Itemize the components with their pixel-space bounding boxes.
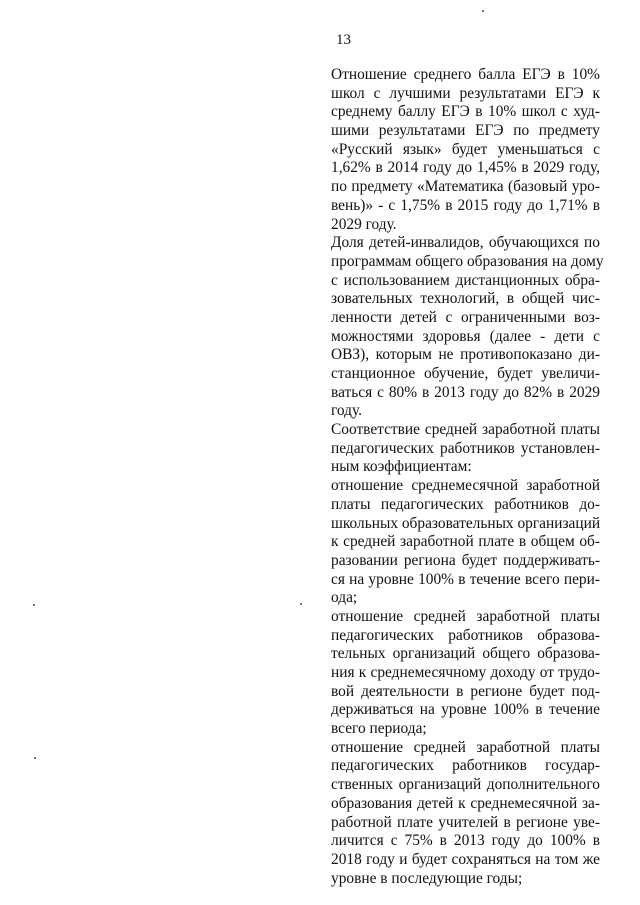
text-line: школьных образовательных организаций: [331, 514, 601, 532]
text-line: педагогических работников образова-: [331, 626, 600, 644]
text-line: ОВЗ), которым не противопоказано ди-: [331, 346, 600, 364]
text-line: среднему баллу ЕГЭ в 10% школ с худ-: [331, 103, 600, 121]
text-line: ся на уровне 100% в течение всего пери-: [331, 570, 600, 588]
text-line: педагогических работников установлен-: [331, 439, 600, 457]
text-line: уровне в последующие годы;: [331, 869, 523, 887]
text-line: отношение среднемесячной заработной: [331, 477, 600, 495]
text-line: всего периода;: [331, 720, 427, 738]
scan-speck: [33, 604, 35, 606]
text-line: ваться с 80% в 2013 году до 82% в 2029: [331, 383, 600, 401]
text-line: разовании региона будет поддерживать-: [331, 551, 600, 569]
text-line: 1,62% в 2014 году до 1,45% в 2029 году,: [331, 159, 600, 177]
text-line: программам общего образования на дому: [331, 252, 604, 270]
text-line: школ с лучшими результатами ЕГЭ к: [331, 84, 600, 102]
text-line: «Русский язык» будет уменьшаться с: [331, 140, 600, 158]
text-line: шими результатами ЕГЭ по предмету: [331, 122, 600, 140]
page-number: 13: [336, 32, 351, 48]
text-line: ния к среднемесячному доходу от трудо-: [331, 664, 600, 681]
text-line: году.: [331, 402, 363, 420]
text-line: с использованием дистанционных обра-: [331, 271, 600, 289]
text-line: 2029 году.: [331, 215, 397, 233]
text-line: ода;: [331, 589, 358, 607]
text-line: образования детей к среднемесячной за-: [331, 794, 600, 812]
text-line: Соответствие средней заработной платы: [331, 421, 600, 439]
text-line: по предмету «Математика (базовый уро-: [331, 178, 600, 196]
text-line: зовательных технологий, в общей чис-: [331, 290, 600, 308]
scan-speck: [482, 10, 484, 12]
scan-speck: [300, 603, 302, 605]
text-line: Отношение среднего балла ЕГЭ в 10%: [331, 66, 600, 83]
text-line: вень)» - с 1,75% в 2015 году до 1,71% в: [331, 196, 600, 214]
text-line: станционное обучение, будет увеличи-: [331, 365, 600, 382]
text-line: можностями здоровья (далее - дети с: [331, 327, 600, 345]
text-line: ным коэффициентам:: [331, 458, 472, 476]
text-line: отношение средней заработной платы: [331, 738, 600, 756]
text-line: ственных организаций дополнительного: [331, 776, 600, 794]
text-line: работной плате учителей в регионе уве-: [331, 813, 600, 831]
text-line: ленности детей с ограниченными воз-: [331, 308, 600, 326]
text-line: вой деятельности в регионе будет под-: [331, 682, 600, 700]
text-line: к средней заработной плате в общем об-: [331, 533, 600, 551]
text-line: отношение средней заработной платы: [331, 607, 600, 625]
text-line: педагогических работников государ-: [331, 757, 600, 775]
text-line: тельных организаций общего образова-: [331, 645, 600, 663]
text-column: [331, 66, 604, 888]
text-line: держиваться на уровне 100% в течение: [331, 701, 600, 719]
text-line: личится с 75% в 2013 году до 100% в: [331, 832, 600, 850]
text-line: платы педагогических работников до-: [331, 495, 600, 513]
text-line: 2018 году и будет сохраняться на том же: [331, 850, 600, 868]
scan-speck: [34, 757, 36, 759]
text-line: Доля детей-инвалидов, обучающихся по: [331, 234, 600, 252]
